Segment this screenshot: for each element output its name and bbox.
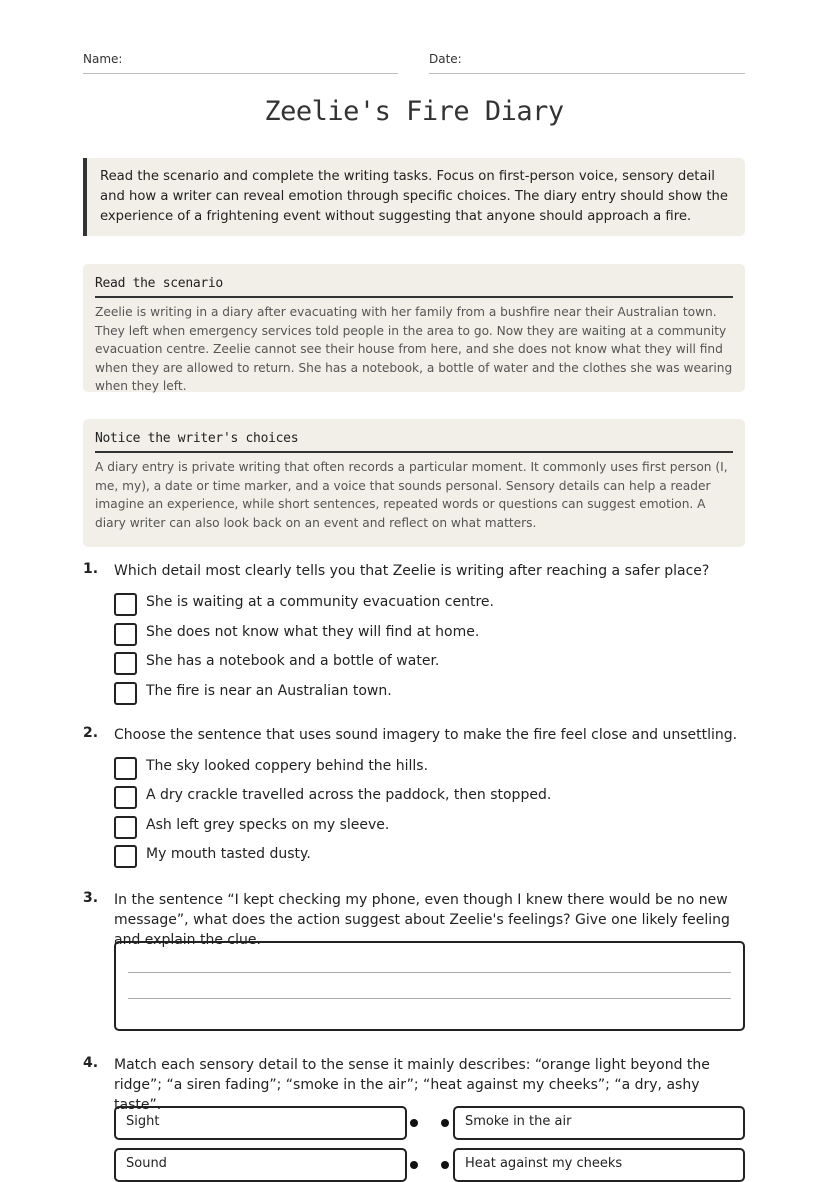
option-label: The sky looked coppery behind the hills. (146, 758, 429, 774)
checkbox[interactable] (114, 816, 137, 839)
answer-line (128, 998, 731, 999)
match-right-item[interactable]: Smoke in the air (453, 1106, 745, 1140)
option-label: She is waiting at a community evacuation centre. (146, 594, 494, 610)
option-label: My mouth tasted dusty. (146, 846, 311, 862)
option-label: She does not know what they will find at home. (146, 624, 480, 640)
match-left-item[interactable]: Sound (114, 1148, 407, 1182)
match-dot[interactable] (441, 1161, 449, 1169)
date-field[interactable] (429, 52, 745, 74)
question-text: Match each sensory detail to the sense it mainly describes: “orange light beyond the ridge”; “a siren fading”; “smoke in the air”; “heat against my cheeks”; “a dry, ashy taste”. (114, 1057, 710, 1113)
checkbox[interactable] (114, 652, 137, 675)
checkbox[interactable] (114, 786, 137, 809)
checkbox[interactable] (114, 757, 137, 780)
option-label: She has a notebook and a bottle of water. (146, 653, 440, 669)
question-number: 4. (83, 1055, 99, 1071)
question-number: 2. (83, 725, 99, 741)
question-number: 3. (83, 890, 99, 906)
answer-line (128, 972, 731, 973)
match-left-item[interactable]: Sight (114, 1106, 407, 1140)
scenario-panel (83, 264, 745, 392)
match-dot[interactable] (410, 1161, 418, 1169)
choices-text: A diary entry is private writing that often records a particular moment. It commonly uses first person (I, me, my), a date or time marker, and a voice that sounds personal. Sensory details can help a reader imagine an experience, while short sentences, repeated words or questions can suggest emotion. A diary writer can also look back on an event and reflect on what matters. (95, 460, 728, 530)
page-title: Zeelie's Fire Diary (264, 96, 564, 127)
question-text: Which detail most clearly tells you that Zeelie is writing after reaching a safer place? (114, 563, 710, 579)
checkbox[interactable] (114, 593, 137, 616)
option-label: The fire is near an Australian town. (146, 683, 392, 699)
scenario-heading: Read the scenario (95, 276, 733, 298)
name-date-row (83, 52, 745, 74)
date-label: Date: (429, 52, 462, 66)
checkbox[interactable] (114, 845, 137, 868)
question-text: In the sentence “I kept checking my phone, even though I knew there would be no new message”, what does the action suggest about Zeelie's feelings? Give one likely feeling and explain the clue. (114, 892, 730, 948)
choices-panel (83, 419, 745, 547)
name-field[interactable] (83, 52, 398, 74)
checkbox[interactable] (114, 623, 137, 646)
choices-heading: Notice the writer's choices (95, 431, 733, 453)
scenario-text: Zeelie is writing in a diary after evacuating with her family from a bushfire near their Australian town. They left when emergency services told people in the area to go. Now they are waiting at a community evacuation centre. Zeelie cannot see their house from here, and she does not know what they will find when they are allowed to return. She has a notebook, a bottle of water and the clothes she was wearing when they left. (95, 305, 733, 394)
match-dot[interactable] (410, 1119, 418, 1127)
option-label: A dry crackle travelled across the paddock, then stopped. (146, 787, 552, 803)
checkbox[interactable] (114, 682, 137, 705)
answer-box[interactable] (114, 941, 745, 1031)
instructions-box: Read the scenario and complete the writing tasks. Focus on first-person voice, sensory detail and how a writer can reveal emotion through specific choices. The diary entry should show the experience of a frightening event without suggesting that anyone should approach a fire. (83, 158, 745, 236)
name-label: Name: (83, 52, 123, 66)
option-label: Ash left grey specks on my sleeve. (146, 817, 390, 833)
question-number: 1. (83, 561, 99, 577)
match-dot[interactable] (441, 1119, 449, 1127)
match-right-item[interactable]: Heat against my cheeks (453, 1148, 745, 1182)
question-text: Choose the sentence that uses sound imagery to make the fire feel close and unsettling. (114, 727, 738, 743)
